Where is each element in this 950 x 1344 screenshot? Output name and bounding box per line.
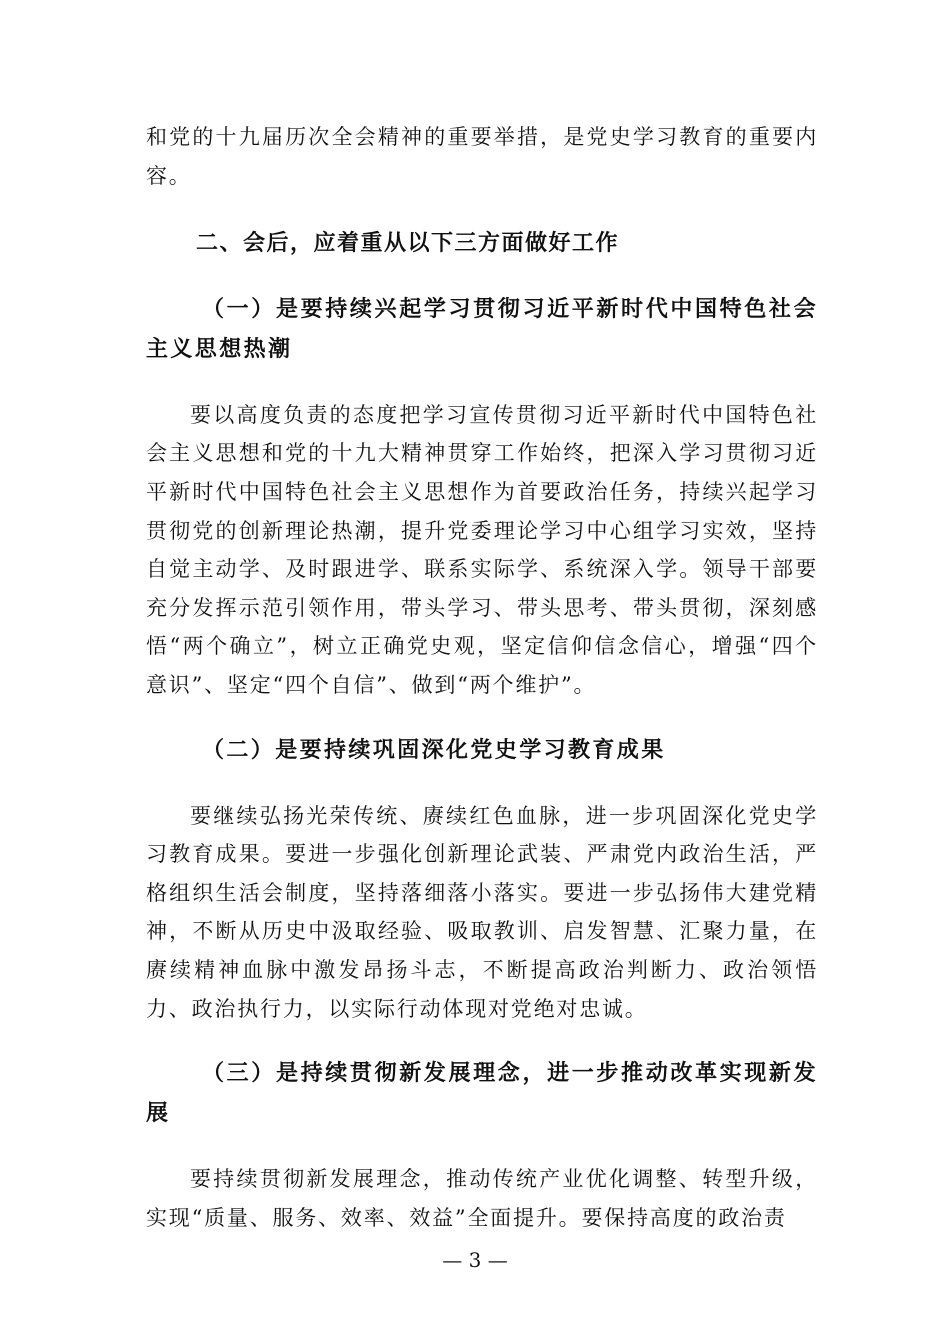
subsection-heading-3: （三）是持续贯彻新发展理念，进一步推动改革实现新发展 [146, 1061, 818, 1127]
document-body [146, 118, 818, 1237]
subsection-heading-2: （二）是要持续巩固深化党史学习教育成果 [202, 737, 666, 763]
subsection-heading-1: （一）是要持续兴起学习贯彻习近平新时代中国特色社会主义思想热潮 [146, 296, 818, 362]
subsection-body-1: 要以高度负责的态度把学习宣传贯彻习近平新时代中国特色社会主义思想和党的十九大精神贯穿工作始终，把深入学习贯彻习近平新时代中国特色社会主义思想作为首要政治任务，持续兴起学习贯彻党的创新理论热潮，提升党委理论学习中心组学习实效，坚持自觉主动学、及时跟进学、联系实际学、系统深入学。领导干部要充分发挥示范引领作用，带头学习、带头思考、带头贯彻，深刻感悟“两个确立”，树立正确党史观，坚定信仰信念信心，增强“四个意识”、坚定“四个自信”、做到“两个维护”。 [146, 402, 818, 697]
subsection-body-3: 要持续贯彻新发展理念，推动传统产业优化调整、转型升级，实现“质量、服务、效率、效益”全面提升。要保持高度的政治责 [146, 1167, 818, 1230]
paragraph-continued: 和党的十九届历次全会精神的重要举措，是党史学习教育的重要内容。 [146, 125, 818, 188]
page-number: — 3 — [442, 1248, 508, 1272]
subsection-body-2: 要继续弘扬光荣传统、赓续红色血脉，进一步巩固深化党史学习教育成果。要进一步强化创新理论武装、严肃党内政治生活，严格组织生活会制度，坚持落细落小落实。要进一步弘扬伟大建党精神，不断从历史中汲取经验、吸取教训、启发智慧、汇聚力量，在赓续精神血脉中激发昂扬斗志，不断提高政治判断力、政治领悟力、政治执行力，以实际行动体现对党绝对忠诚。 [146, 803, 818, 1021]
section-heading: 二、会后，应着重从以下三方面做好工作 [196, 231, 620, 257]
